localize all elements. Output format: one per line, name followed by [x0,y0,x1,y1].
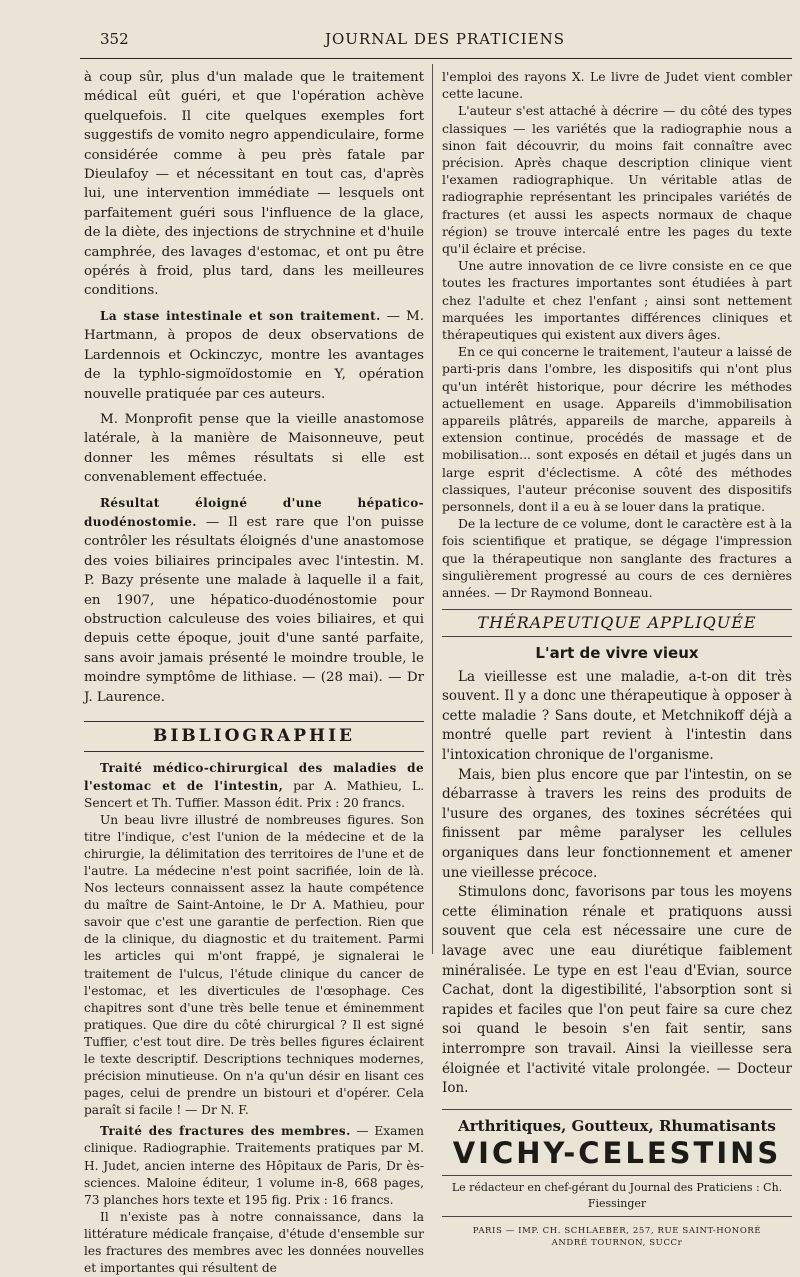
paragraph [84,494,424,707]
ad-divider [442,1175,792,1176]
paragraph: L'auteur s'est attaché à décrire — du côté des types classiques — les variétés que la radiographie nous a sinon fait découvrir, du moins fait connaître avec précision. Après chaque description clinique vient l'examen radiographique. Un véritable atlas de radiographie représentant les principales variétés de fractures (et aussi les aspects normaux de chaque région) se trouve intercalé entre les pages du texte qu'il éclaire et précise. [442,103,792,257]
bibliography-entry [84,760,424,1277]
advertisement [442,1109,792,1249]
paragraph-text: — M. Hartmann, à propos de deux observations de Lardennois et Ockinczyc, montre les avantages de la typhlo-sigmoïdostomie en Y, opération nouvelle pratiquée par ces auteurs. [84,308,424,402]
paragraph: M. Monprofit pense que la vieille anastomose latérale, à la manière de Maisonneuve, peut donner les mêmes résultats si elle est convenablement effectuée. [84,411,424,486]
paragraph: De la lecture de ce volume, dont le caractère est à la fois scientifique et pratique, se dégage l'impression que la thérapeutique non sanglante des fractures a singulièrement progressé au cours de ces dernières années. — Dr Raymond Bonneau. [442,516,792,601]
book-details: — Examen clinique. Radiographie. Traitements pratiques par M. H. Judet, ancien interne des Hôpitaux de Paris, Dr ès-sciences. Maloine éditeur, 1 volume in-8, 668 pages, 73 planches hors texte et 195 fig. Prix : 16 francs. [84,1124,424,1207]
page-number: 352 [100,30,129,48]
section-heading: La stase intestinale et son traitement. [100,308,381,323]
left-column [84,68,424,1277]
paragraph: La vieillesse est une maladie, a-t-on dit très souvent. Il y a donc une thérapeutique à opposer à cette maladie ? Sans doute, et Metchnikoff déjà a montré quelle part revient à l'intestin dans l'intoxication chronique de l'organisme. [442,668,792,764]
paragraph: Une autre innovation de ce livre consiste en ce que toutes les fractures importantes sont étudiées à part chez l'adulte et chez l'enfant ; ainsi sont nettement marquées les importantes différences cliniques et thérapeutiques qui existent aux divers âges. [442,258,792,343]
book-title: Traité médico-chirurgical des maladies de l'estomac et de l'intestin, [84,761,424,793]
editor-credit: Le rédacteur en chef-gérant du Journal des Praticiens : Ch. Fiessinger [451,1180,783,1210]
book-reference [84,1123,424,1208]
right-column [442,68,792,1249]
header-rule [80,58,792,59]
paragraph: à coup sûr, plus d'un malade que le traitement médical eût guéri, et que l'opération achève quelquefois. Il cite quelques exemples fort suggestifs de vomito negro appendiculaire, forme considérée comme à peu près fatale par Dieulafoy — et nécessitant en tout cas, d'après lui, une intervention immédiate — lesquels ont parfaitement guéri sous l'influence de la glace, de la diète, des injections de strychnine et d'huile camphrée, des lavages d'estomac, et ont pu être opérés à froid, plus tard, dans les meilleures conditions. [84,70,424,299]
paragraph [84,307,424,404]
bibliography-title: BIBLIOGRAPHIE [84,721,424,752]
ad-tagline: Arthritiques, Goutteux, Rhumatisants [458,1116,776,1135]
section-title: THÉRAPEUTIQUE APPLIQUÉE [442,609,792,636]
column-divider [432,64,433,954]
review-text: Il n'existe pas à notre connaissance, dans la littérature médicale française, d'étude d'ensemble sur les fractures des membres avec les données nouvelles et importantes qui résultent de [84,1209,424,1276]
review-text: Un beau livre illustré de nombreuses figures. Son titre l'indique, c'est l'union de la médecine et de la chirurgie, la délimitation des territoires de l'une et de l'autre. La médecine n'est point sacrifiée, loin de là. Nos lecteurs connaissent assez la haute compétence du maître de Saint-Antoine, le Dr A. Mathieu, pour savoir que c'est une garantie de perfection. Rien que de la clinique, du diagnostic et du traitement. Parmi les articles qui m'ont frappé, je signalerai le traitement de l'ulcus, l'étude clinique du cancer de l'estomac, et les diverticules de l'œsophage. Ces chapitres sont d'une très belle tenue et éminemment pratiques. Que dire du côté chirurgical ? Il est signé Tuffier, c'est tout dire. De très belles figures éclairent le texte descriptif. Descriptions techniques modernes, précision minutieuse. On n'a qu'un désir en lisant ces pages, celui de prendre un bistouri et d'opérer. Cela paraît si facile ! — Dr N. F. [84,812,424,1118]
section-heading: Résultat éloigné d'une hépatico-duodénostomie. [84,495,424,529]
printer-successor: ANDRÉ TOURNON, SUCCr [551,1237,683,1248]
article-title: L'art de vivre vieux [535,643,699,662]
printer-line: PARIS — IMP. CH. SCHLAEBER, 257, RUE SAINT-HONORÉ [472,1225,762,1236]
paragraph: Stimulons donc, favorisons par tous les moyens cette élimination rénale et pratiquons aussi souvent que cela est nécessaire une cure de lavage avec une eau diurétique faiblement minéralisée. Le type en est l'eau d'Evian, source Cachat, dont la digestibilité, l'absorption sont si rapides et faciles que l'on peut faire sa cure chez soi quand le besoin s'en fait sentir, sans interrompre son travail. Ainsi la vieillesse sera éloignée et l'activité vitale prolongée. — Docteur Ion. [442,884,792,1097]
paragraph: l'emploi des rayons X. Le livre de Judet vient combler cette lacune. [442,69,792,102]
ad-brand: VICHY-CELESTINS [452,1135,782,1170]
page-header [100,30,790,56]
journal-title: JOURNAL DES PRATICIENS [324,30,566,48]
article-body [442,668,792,1099]
credit-divider [442,1216,792,1217]
paragraph: Mais, bien plus encore que par l'intestin, on se débarrasse à travers les reins des produits de l'usure des organes, des toxines sécrétées qui finissent par même paralyser les cellules organiques dans leur fonctionnement et amener une vieillesse précoce. [442,766,792,881]
book-details: par A. Mathieu, L. Sencert et Th. Tuffier. Masson édit. Prix : 20 francs. [84,778,424,810]
paragraph: En ce qui concerne le traitement, l'auteur a laissé de parti-pris dans l'ombre, les dispositifs qui n'ont plus qu'un intérêt historique, pour décrire les méthodes actuellement en usage. Appareils d'immobilisation appareils plâtrés, appareils de marche, appareils à extension continue, procédés de massage et de mobilisation... sont exposés en détail et jugés dans un large esprit d'éclectisme. A côté des méthodes classiques, l'auteur préconise souvent des dispositifs personnels, dont il a eu à se louer dans la pratique. [442,344,792,515]
book-reference [84,760,424,811]
paragraph-text: — Il est rare que l'on puisse contrôler les résultats éloignés d'une anastomose des voies biliaires principales avec l'intestin. M. P. Bazy présente une malade à laquelle il a fait, en 1907, une hépatico-duodénostomie pour obstruction calculeuse des voies biliaires, et qui depuis cette époque, jouit d'une santé parfaite, sans avoir jamais présenté le moindre trouble, le moindre symptôme de lithiase. — (28 mai). — Dr J. Laurence. [84,514,424,705]
book-title: Traité des fractures des membres. [100,1124,351,1139]
